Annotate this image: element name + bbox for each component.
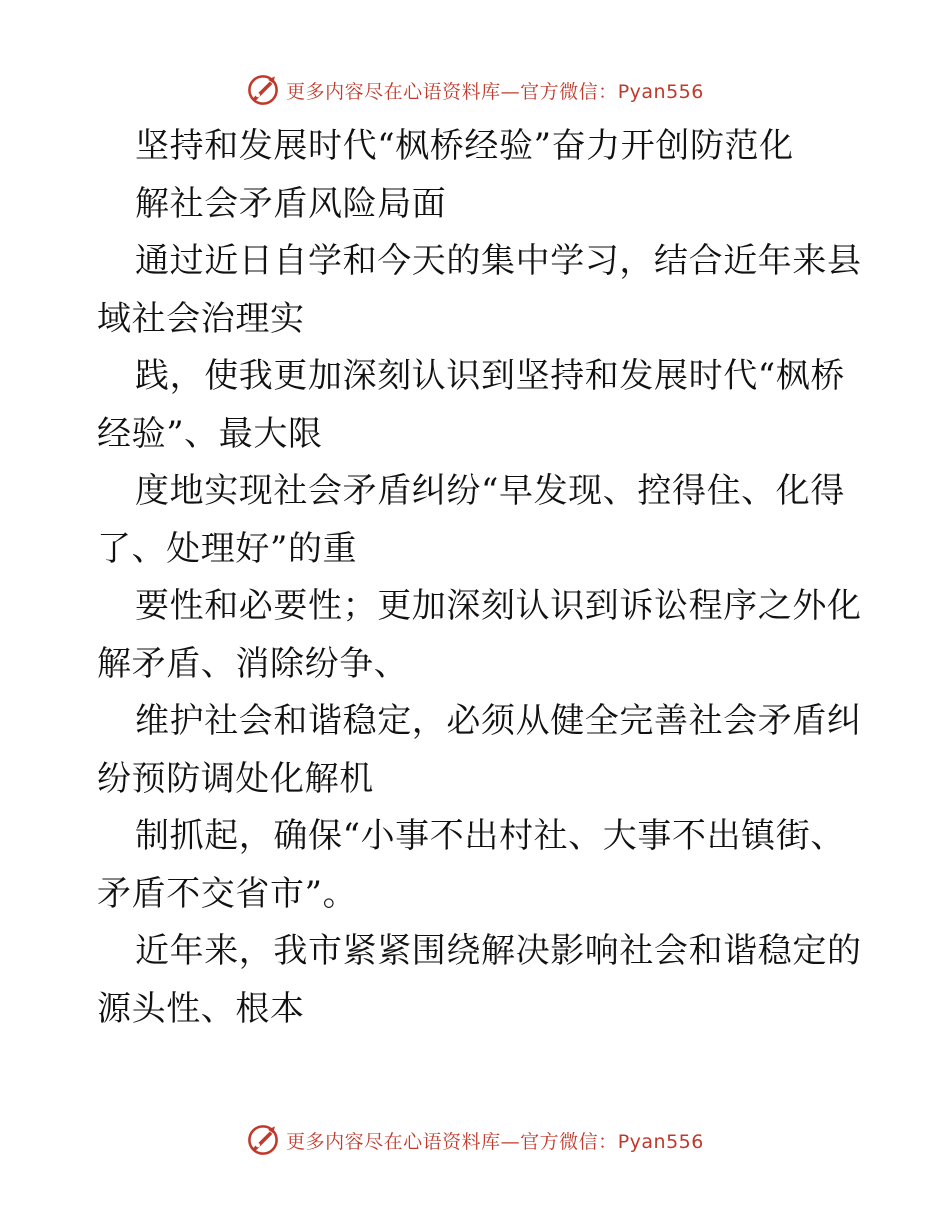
- banner-wechat-label: 官方微信：: [520, 1130, 618, 1153]
- header-banner: [0, 70, 950, 110]
- text-line: 解社会矛盾风险局面: [135, 183, 447, 224]
- banner-text: [286, 77, 704, 104]
- text-line: 解矛盾、消除纷争、: [97, 643, 409, 684]
- banner-text: [286, 1127, 704, 1154]
- text-line: 经验”、最大限: [97, 413, 323, 454]
- banner-site-name: 更多内容尽在心语资料库: [286, 80, 501, 103]
- text-line: 维护社会和谐稳定，必须从健全完善社会矛盾纠: [135, 701, 862, 741]
- text-line: 了、处理好”的重: [97, 528, 358, 569]
- banner-dash: —: [500, 1130, 521, 1153]
- banner-site-name: 更多内容尽在心语资料库: [286, 1130, 501, 1153]
- text-line: 近年来，我市紧紧围绕解决影响社会和谐稳定的: [135, 931, 862, 971]
- banner-wechat-label: 官方微信：: [520, 80, 618, 103]
- text-line: 源头性、根本: [97, 988, 305, 1029]
- text-line: 纷预防调处化解机: [97, 758, 374, 799]
- quill-pen-logo-icon: [246, 1123, 280, 1157]
- banner-wechat-id: Pyan556: [617, 1130, 704, 1153]
- text-line: 制抓起，确保“小事不出村社、大事不出镇街、: [135, 816, 845, 856]
- document-body: [97, 118, 862, 1038]
- text-line: 域社会治理实: [97, 298, 305, 339]
- banner-dash: —: [500, 80, 521, 103]
- text-line: 要性和必要性；更加深刻认识到诉讼程序之外化: [135, 586, 862, 626]
- text-line: 坚持和发展时代“枫桥经验”奋力开创防范化: [135, 126, 794, 166]
- text-line: 度地实现社会矛盾纠纷“早发现、控得住、化得: [135, 471, 845, 511]
- text-line: 矛盾不交省市”。: [97, 873, 358, 914]
- banner-wechat-id: Pyan556: [617, 80, 704, 103]
- text-line: 通过近日自学和今天的集中学习，结合近年来县: [135, 241, 862, 281]
- footer-banner: [0, 1120, 950, 1160]
- quill-pen-logo-icon: [246, 73, 280, 107]
- text-line: 践，使我更加深刻认识到坚持和发展时代“枫桥: [135, 356, 845, 396]
